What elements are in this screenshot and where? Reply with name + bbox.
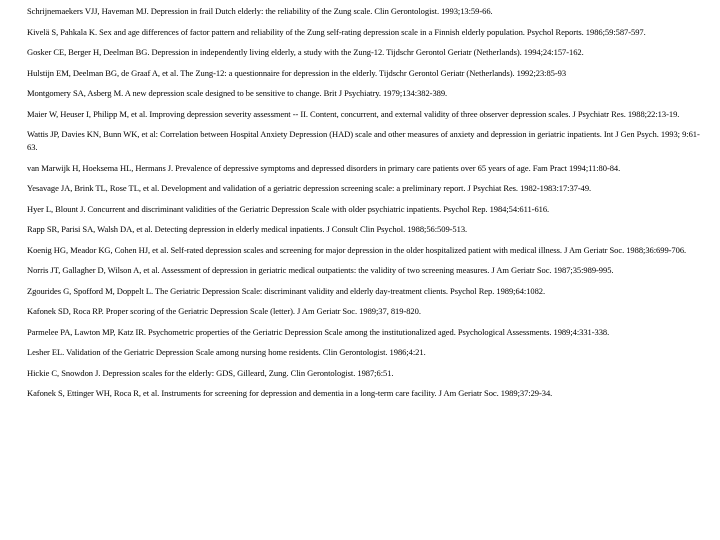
reference-list bbox=[27, 5, 703, 408]
reference-item-16: Parmelee PA, Lawton MP, Katz IR. Psychometric properties of the Geriatric Depression Scale among the institutionalized aged. Psychological Assessments. 1989;4:331-338. bbox=[27, 326, 610, 337]
reference-item-14: Zgourides G, Spofford M, Doppelt L. The Geriatric Depression Scale: discriminant validity and elderly day-treatment clients. Psychol Rep. 1989;64:1082. bbox=[27, 285, 546, 296]
reference-item-13: Norris JT, Gallagher D, Wilson A, et al. Assessment of depression in geriatric medical outpatients: the validity of two screening measures. J Am Geriatr Soc. 1987;35:989-995. bbox=[27, 265, 614, 275]
reference-item-8: van Marwijk H, Hoeksema HL, Hermans J. Prevalence of depressive symptoms and depressed disorders in primary care patients over 65 years of age. Fam Pract 1994;11:80-84. bbox=[27, 162, 621, 173]
reference-item-18: Hickie C, Snowdon J. Depression scales for the elderly: GDS, Gilleard, Zung. Clin Gerontologist. 1987;6:51. bbox=[27, 367, 394, 378]
reference-item-7: Wattis JP, Davies KN, Bunn WK, et al: Correlation between Hospital Anxiety Depression (HAD) scale and other measures of anxiety and depression in geriatric inpatients. Int J Gen Psych. 1993; 9:61-63. bbox=[27, 129, 700, 152]
reference-item-3: Gosker CE, Berger H, Deelman BG. Depression in independently living elderly, a study with the Zung-12. Tijdschr Gerontol Geriatr (Netherlands). 1994;24:157-162. bbox=[27, 47, 584, 57]
reference-item-17: Lesher EL. Validation of the Geriatric Depression Scale among nursing home residents. Clin Gerontologist. 1986;4:21. bbox=[27, 347, 426, 357]
reference-item-11: Rapp SR, Parisi SA, Walsh DA, et al. Detecting depression in elderly medical inpatients. J Consult Clin Psychol. 1988;56:509-513. bbox=[27, 224, 468, 234]
reference-item-5: Montgomery SA, Asberg M. A new depression scale designed to be sensitive to change. Brit J Psychiatry. 1979;134:382-389. bbox=[27, 88, 448, 98]
reference-item-9: Yesavage JA, Brink TL, Rose TL, et al. Development and validation of a geriatric depression screening scale: a preliminary report. J Psychiat Res. 1982-1983:17:37-49. bbox=[27, 183, 592, 193]
reference-item-10: Hyer L, Blount J. Concurrent and discriminant validities of the Geriatric Depression Scale with older psychiatric inpatients. Psychol Rep. 1984;54:611-616. bbox=[27, 203, 550, 214]
reference-item-19: Kafonek S, Ettinger WH, Roca R, et al. Instruments for screening for depression and dementia in a long-term care facility. J Am Geriatr Soc. 1989;37:29-34. bbox=[27, 388, 553, 398]
reference-item-15: Kafonek SD, Roca RP. Proper scoring of the Geriatric Depression Scale (letter). J Am Geriatr Soc. 1989;37, 819-820. bbox=[27, 306, 421, 316]
reference-item-1: Schrijnemaekers VJJ, Haveman MJ. Depression in frail Dutch elderly: the reliability of the Zung scale. Clin Gerontologist. 1993;13:59-66. bbox=[27, 6, 493, 16]
reference-item-2: Kivelä S, Pahkala K. Sex and age differences of factor pattern and reliability of the Zung self-rating depression scale in a Finnish elderly population. Psychol Reports. 1986;59:587-597. bbox=[27, 26, 646, 37]
reference-item-6: Maier W, Heuser I, Philipp M, et al. Improving depression severity assessment -- II. Content, concurrent, and external validity of three observer depression scales. J Psychiatr Res. 1988;22:13-19. bbox=[27, 108, 680, 119]
reference-item-12: Koenig HG, Meador KG, Cohen HJ, et al. Self-rated depression scales and screening for major depression in the older hospitalized patient with medical illness. J Am Geriatr Soc. 1988;36:699-706. bbox=[27, 244, 687, 255]
reference-item-4: Hulstijn EM, Deelman BG, de Graaf A, et al. The Zung-12: a questionnaire for depression in the elderly. Tijdschr Gerontol Geriatr (Netherlands). 1992;23:85-93 bbox=[27, 67, 567, 78]
